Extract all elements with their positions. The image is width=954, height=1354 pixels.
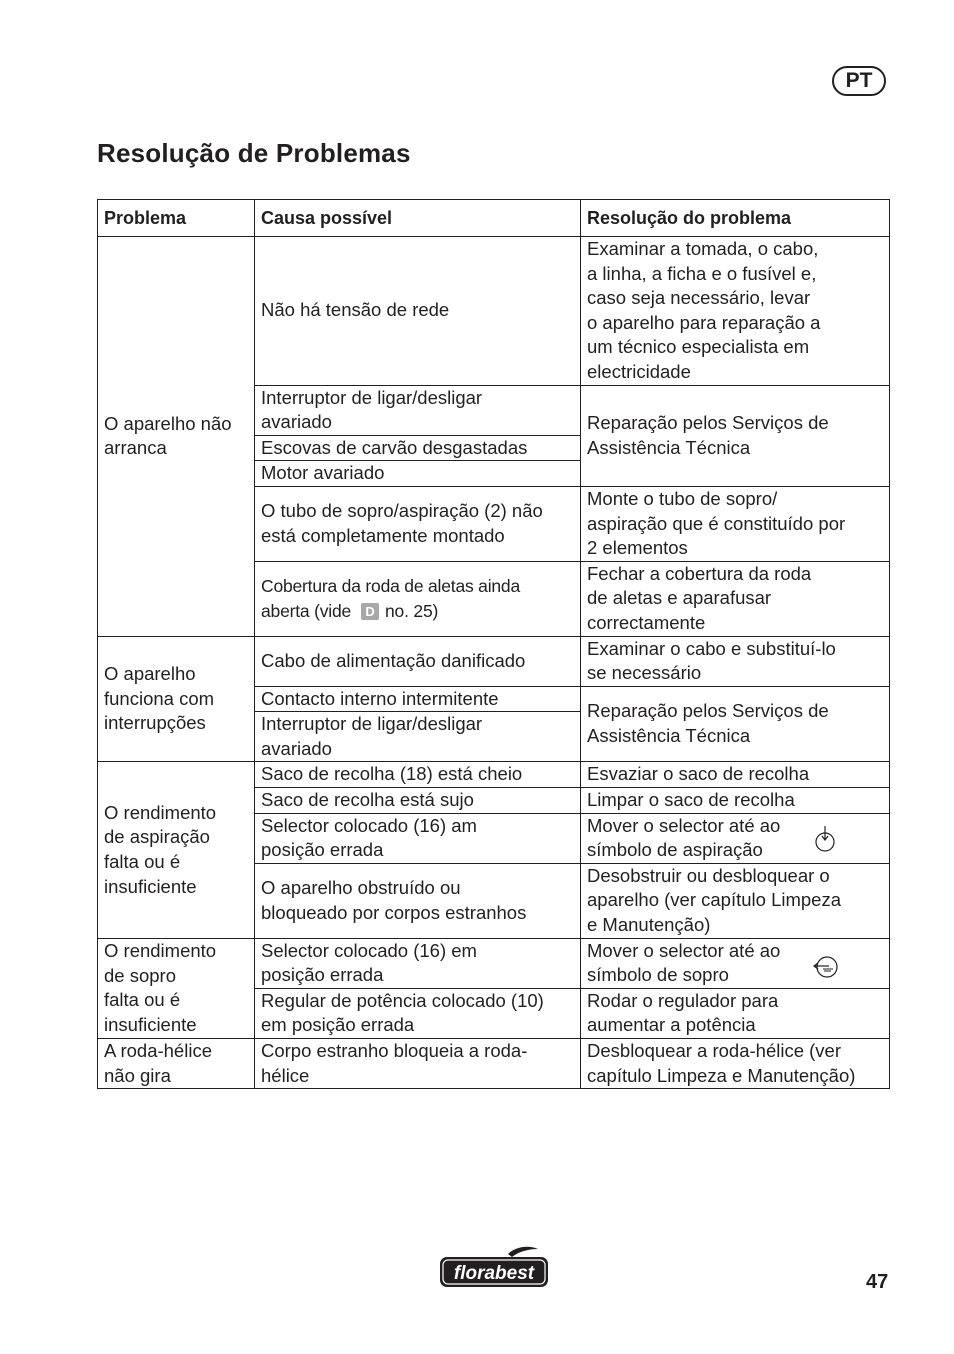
solution-cell [581,813,890,863]
cell-line: arranca [104,437,167,459]
florabest-logo [438,1246,550,1288]
cell-line: posição errada [261,964,384,986]
cell-line: avariado [261,411,332,433]
problem-cell [98,938,255,1038]
cell-line: Cobertura da roda de aletas ainda [261,576,521,597]
cause-cell [255,863,581,938]
cause-cell [255,813,581,863]
solution-cell: Limpar o saco de recolha [581,788,890,814]
cell-line: capítulo Limpeza e Manutenção) [587,1064,856,1086]
cell-line: se necessário [587,662,702,684]
cell-line: Mover o selector até ao [587,814,781,836]
cell-line: Assistência Técnica [587,725,751,747]
cause-cell [255,385,581,435]
cell-line: O aparelho não [104,412,232,434]
problem-cell [98,1039,255,1089]
cell-line: aspiração que é constituído por [587,512,846,534]
cell-line: Rodar o regulador para [587,989,779,1011]
table-row [98,237,890,386]
cell-line: electricidade [587,360,691,382]
cause-cell [255,486,581,561]
cell-line: a linha, a ficha e o fusível e, [587,262,817,284]
cell-line: 2 elementos [587,537,688,559]
cell-line: O aparelho obstruído ou [261,877,461,899]
cell-line: avariado [261,737,332,759]
solution-cell [581,938,890,988]
cell-line: o aparelho para reparação a [587,311,821,333]
cell-line: um técnico especialista em [587,336,810,358]
solution-cell [581,237,890,386]
problem-cell [98,636,255,762]
cause-cell: Motor avariado [255,461,581,487]
cell-line: Interruptor de ligar/desligar [261,713,483,735]
suction-symbol-icon [813,824,837,854]
cause-cell [255,1039,581,1089]
cell-line: de sopro [104,964,176,986]
table-row [98,1039,890,1089]
cell-line: falta ou é [104,851,181,873]
cell-line: Fechar a cobertura da roda [587,562,812,584]
cell-line: caso seja necessário, levar [587,287,811,309]
cell-line: Assistência Técnica [587,436,751,458]
cause-cell: Saco de recolha (18) está cheio [255,762,581,788]
cell-line: Desobstruir ou desbloquear o [587,864,830,886]
language-badge: PT [832,66,886,96]
table-row [98,636,890,686]
cell-line: símbolo de sopro [587,964,729,986]
page-number: 47 [866,1271,889,1293]
cell-line: posição errada [261,839,384,861]
cell-line: correctamente [587,611,706,633]
cell-line: insuficiente [104,875,197,897]
cell-line: Selector colocado (16) em [261,939,477,961]
cause-cell: Cabo de alimentação danificado [255,636,581,686]
cell-line: está completamente montado [261,524,505,546]
cell-line: Selector colocado (16) am [261,814,477,836]
solution-cell [581,561,890,636]
cell-line: símbolo de aspiração [587,839,763,861]
cell-line: de aspiração [104,826,210,848]
table-header-row [98,200,890,237]
solution-cell: Esvaziar o saco de recolha [581,762,890,788]
cell-line: bloqueado por corpos estranhos [261,901,527,923]
cell-line: Regular de potência colocado (10) [261,989,544,1011]
cell-line: falta ou é [104,989,181,1011]
cause-cell [255,712,581,762]
page-title: Resolução de Problemas [97,138,411,168]
solution-cell [581,385,890,486]
table-row [98,938,890,988]
section-d-icon: D [361,603,379,620]
troubleshooting-table [97,199,890,1089]
cell-line: em posição errada [261,1014,415,1036]
cell-line: aparelho (ver capítulo Limpeza [587,889,842,911]
cell-line: hélice [261,1064,310,1086]
problem-cell [98,237,255,637]
cell-line: de aletas e aparafusar [587,587,772,609]
cause-cell: Contacto interno intermitente [255,686,581,712]
cell-line: Mover o selector até ao [587,939,781,961]
cell-line: insuficiente [104,1013,197,1035]
cause-cell: Escovas de carvão desgastadas [255,435,581,461]
cell-line: Examinar a tomada, o cabo, [587,238,819,259]
cell-line: Interruptor de ligar/desligar [261,386,483,408]
cause-cell: Saco de recolha está sujo [255,788,581,814]
header-solution: Resolução do problema [581,200,890,237]
logo-text: florabest [453,1263,535,1284]
solution-cell [581,988,890,1038]
problem-cell [98,762,255,938]
cell-line: Corpo estranho bloqueia a roda- [261,1040,528,1061]
cell-line: Examinar o cabo e substituí-lo [587,637,836,659]
cause-text: no. 25) [385,600,439,621]
cell-line: Reparação pelos Serviços de [587,412,829,434]
solution-cell [581,863,890,938]
cell-line: não gira [104,1064,171,1086]
cause-cell [255,988,581,1038]
header-problem: Problema [98,200,255,237]
cell-line: funciona com [104,687,215,709]
cell-line: O rendimento [104,940,217,962]
cell-line: Desbloquear a roda-hélice (ver [587,1040,841,1061]
cause-cell [255,561,581,636]
cell-line: A roda-hélice [104,1040,212,1061]
blow-symbol-icon [811,955,841,979]
cell-line: aumentar a potência [587,1014,756,1036]
cell-line: O aparelho [104,663,196,685]
table-row [98,762,890,788]
solution-cell [581,636,890,686]
cell-line: Monte o tubo de sopro/ [587,487,778,509]
solution-cell [581,686,890,762]
cause-cell [255,938,581,988]
solution-cell [581,1039,890,1089]
cause-cell: Não há tensão de rede [255,237,581,386]
cell-line: interrupções [104,712,206,734]
cell-line: Reparação pelos Serviços de [587,700,829,722]
cell-line: O tubo de sopro/aspiração (2) não [261,500,543,522]
solution-cell [581,486,890,561]
cell-line [261,599,574,624]
cause-text: aberta (vide [261,600,352,621]
header-cause: Causa possível [255,200,581,237]
cell-line: O rendimento [104,801,217,823]
cell-line: e Manutenção) [587,914,711,936]
